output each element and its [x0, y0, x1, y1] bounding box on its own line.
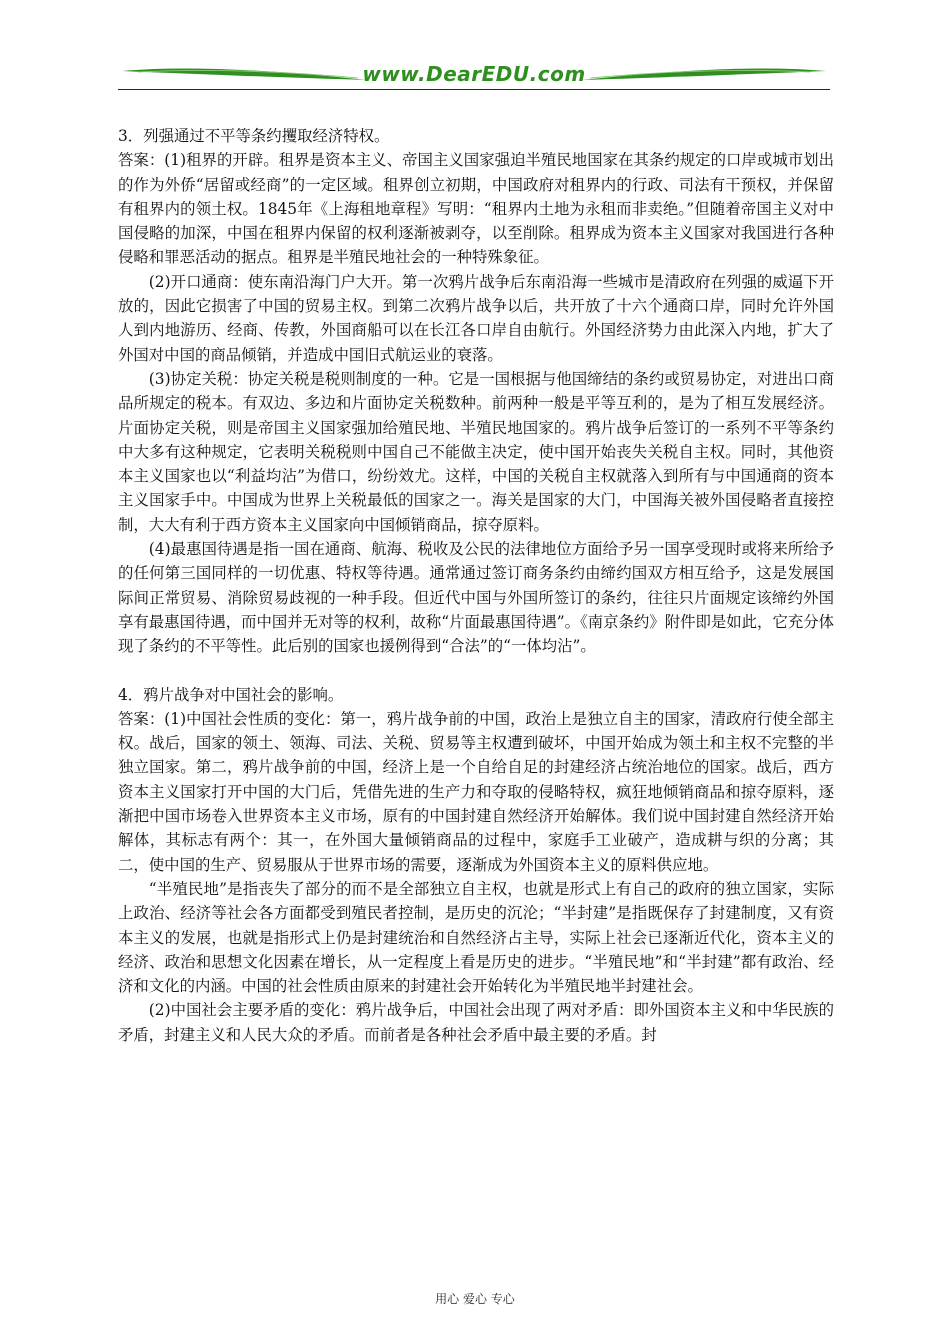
- document-body: [118, 124, 834, 1047]
- answer-paragraph: (2)中国社会主要矛盾的变化：鸦片战争后，中国社会出现了两对矛盾：即外国资本主义和中华民族的矛盾，封建主义和人民大众的矛盾。而前者是各种社会矛盾中最主要的矛盾。封: [118, 1001, 834, 1044]
- header-divider: [118, 89, 830, 90]
- answer-paragraph: 答案：(1)租界的开辟。租界是资本主义、帝国主义国家强迫半殖民地国家在其条约规定的口岸或城市划出的作为外侨“居留或经商”的一定区域。租界创立初期，中国政府对租界内的行政、司法有干预权，并保留有租界内的领土权。1845年《上海租地章程》写明：“租界内土地为永租而非卖绝。”但随着帝国主义对中国侵略的加深，中国在租界内保留的权利逐渐被剥夺，以至削除。租界成为资本主义国家对我国进行各种侵略和罪恶活动的据点。租界是半殖民地社会的一种特殊象征。: [118, 151, 834, 267]
- section-spacer: [118, 659, 834, 683]
- answer-paragraph: (2)开口通商：使东南沿海门户大开。第一次鸦片战争后东南沿海一些城市是清政府在列强的威逼下开放的，因此它损害了中国的贸易主权。到第二次鸦片战争以后，共开放了十六个通商口岸，同时允许外国人到内地游历、经商、传教，外国商船可以在长江各口岸自由航行。外国经济势力由此深入内地，扩大了外国对中国的商品倾销，并造成中国旧式航运业的衰落。: [118, 272, 834, 364]
- page-footer: 用心 爱心 专心: [435, 1292, 515, 1306]
- answer-paragraph: (3)协定关税：协定关税是税则制度的一种。它是一国根据与他国缔结的条约或贸易协定，对进出口商品所规定的税本。有双边、多边和片面协定关税数种。前两种一般是平等互利的，是为了相互发展经济。片面协定关税，则是帝国主义国家强加给殖民地、半殖民地国家的。鸦片战争后签订的一系列不平等条约中大多有这种规定，它表明关税税则中国自己不能做主决定，使中国开始丧失关税自主权。同时，其他资本主义国家也以“利益均沾”为借口，纷纷效尤。这样，中国的关税自主权就落入到所有与中国通商的资本主义国家手中。中国成为世界上关税最低的国家之一。海关是国家的大门，中国海关被外国侵略者直接控制，大大有利于西方资本主义国家向中国倾销商品，掠夺原料。: [118, 369, 834, 534]
- section-heading: 3．列强通过不平等条约攫取经济特权。: [118, 127, 390, 145]
- site-logo-text: www.DearEDU.com: [362, 62, 586, 86]
- section-heading: 4．鸦片战争对中国社会的影响。: [118, 685, 344, 704]
- answer-paragraph: “半殖民地”是指丧失了部分的而不是全部独立自主权，也就是形式上有自己的政府的独立国家，实际上政治、经济等社会各方面都受到殖民者控制，是历史的沉沦；“半封建”是指既保存了封建制度，又有资本主义的发展，也就是指形式上仍是封建统治和自然经济占主导，实际上社会已逐渐近代化，资本主义的经济、政治和思想文化因素在增长，从一定程度上看是历史的进步。“半殖民地”和“半封建”都有政治、经济和文化的内涵。中国的社会性质由原来的封建社会开始转化为半殖民地半封建社会。: [118, 879, 834, 996]
- answer-paragraph: (4)最惠国待遇是指一国在通商、航海、税收及公民的法律地位方面给予另一国享受现时或将来所给予的任何第三国同样的一切优惠、特权等待遇。通常通过签订商务条约由缔约国双方相互给予，这是发展国际间正常贸易、消除贸易歧视的一种手段。但近代中国与外国所签订的条约，往往只片面规定该缔约外国享有最惠国待遇，而中国并无对等的权利，故称“片面最惠国待遇”。《南京条约》附件即是如此，它充分体现了条约的不平等性。此后别的国家也援例得到“合法”的“一体均沾”。: [118, 540, 835, 656]
- site-header: [118, 58, 830, 92]
- answer-paragraph: 答案：(1)中国社会性质的变化：第一，鸦片战争前的中国，政治上是独立自主的国家，清政府行使全部主权。战后，国家的领土、领海、司法、关税、贸易等主权遭到破坏，中国开始成为领土和主权不完整的半独立国家。第二，鸦片战争前的中国，经济上是一个自给自足的封建经济占统治地位的国家。战后，西方资本主义国家打开中国的大门后，凭借先进的生产力和夺取的侵略特权，疯狂地倾销商品和掠夺原料，逐渐把中国市场卷入世界资本主义市场，原有的中国封建自然经济开始解体。我们说中国封建自然经济开始解体，其标志有两个：其一，在外国大量倾销商品的过程中，家庭手工业破产，造成耕与织的分离；其二，使中国的生产、贸易服从于世界市场的需要，逐渐成为外国资本主义的原料供应地。: [118, 709, 834, 874]
